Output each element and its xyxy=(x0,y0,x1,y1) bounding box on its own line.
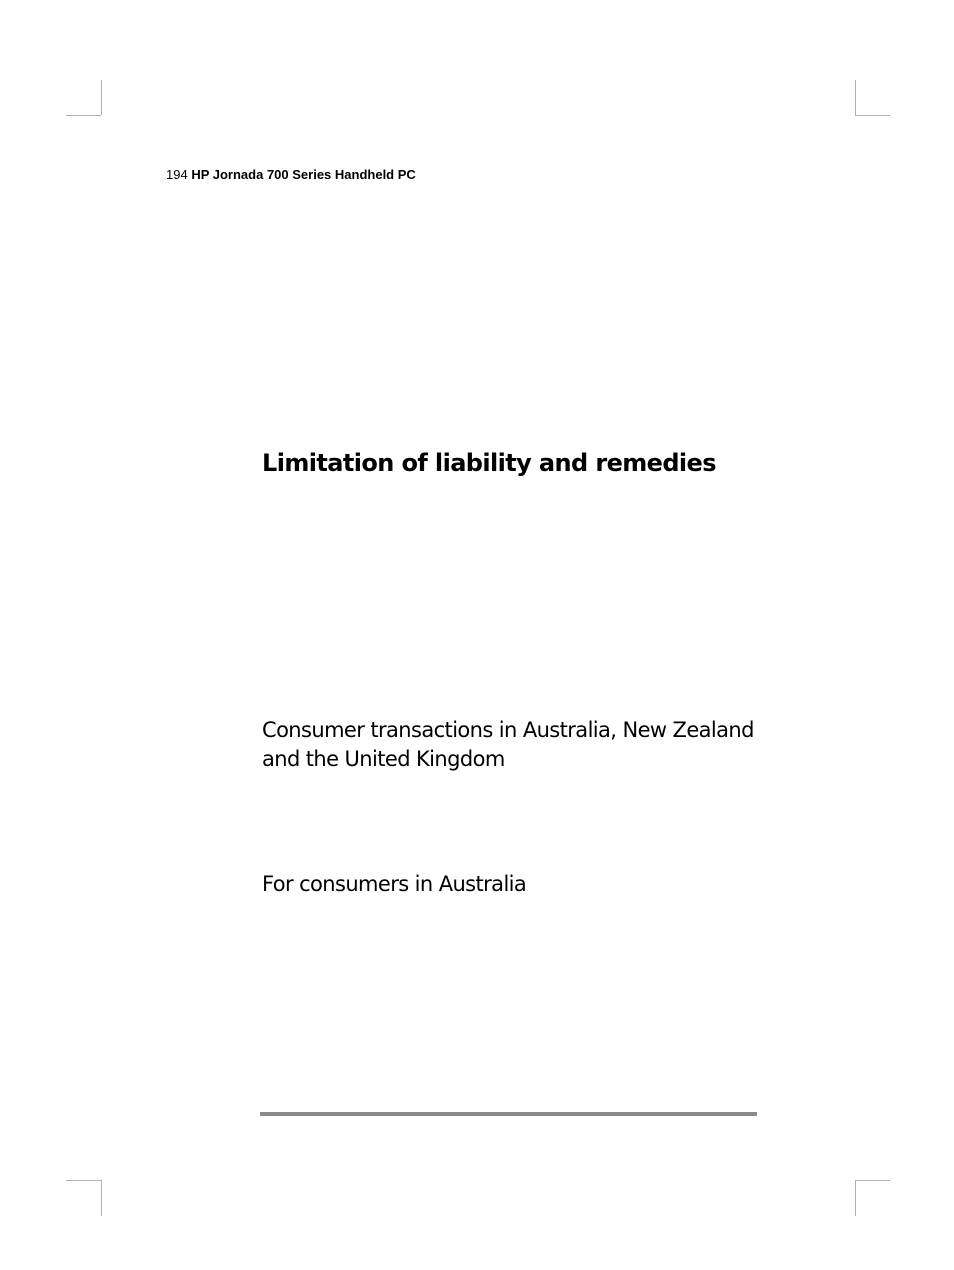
sub-subsection-heading: For consumers in Australia xyxy=(262,872,527,896)
page-number: 194 xyxy=(166,167,188,182)
crop-mark-bottom-right-horizontal xyxy=(855,1180,890,1181)
crop-mark-bottom-left-horizontal xyxy=(66,1180,101,1181)
subsection-heading: Consumer transactions in Australia, New Zealand and the United Kingdom xyxy=(262,718,754,771)
crop-mark-top-left-horizontal xyxy=(66,115,101,116)
crop-mark-bottom-right-vertical xyxy=(855,1180,856,1216)
crop-mark-top-right-horizontal xyxy=(855,115,890,116)
divider-rule xyxy=(260,1112,757,1116)
section-heading: Limitation of liability and remedies xyxy=(262,449,716,477)
running-header xyxy=(166,167,416,183)
crop-mark-top-right-vertical xyxy=(855,80,856,115)
crop-mark-top-left-vertical xyxy=(101,80,102,115)
book-title: HP Jornada 700 Series Handheld PC xyxy=(191,167,416,182)
crop-mark-bottom-left-vertical xyxy=(101,1180,102,1216)
